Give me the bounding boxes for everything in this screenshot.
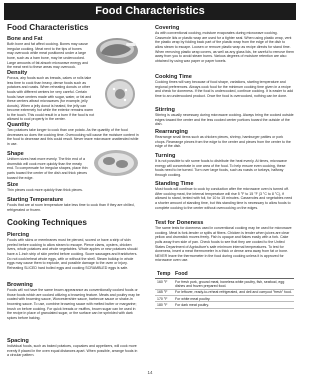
section-starting-temperature [7,195,140,212]
quantity-title: Quantity [7,122,30,128]
spacing-text: Individual foods, such as baked potatoes, cupcakes and appetizers, will cook more evenly if placed in the oven equal distances apart. When possible, arrange foods in a circular pattern. [7,344,138,358]
stirring-title: Stirring [155,107,175,113]
table-row [155,279,294,290]
cooking-time-title: Cooking Time [155,74,192,80]
quantity-text: Two potatoes take longer to cook than one potato. As the quantity of the food decreases so does the cooking time. Overcooking will cause the moisture content in the food to decrease and this could result. Never leave microwave unattended while in use. [7,128,139,147]
bone-fat-text: Both bone and fat affect cooking. Bones may cause irregular cooking. Meat next to the tips of bones may overcook while meat positioned under a large bone, such as a ham bone, may be undercooked. Large amounts of fat absorb microwave energy and the meat next to these areas may overcook. [7,42,89,70]
doneness-text: The same tests for doneness used in conventional cooking may be used for microwave cooking. Meat is fork-tender or splits at fibers. Chicken is tender when juices are clear yellow and drumstick moves freely. Fish is opaque and flakes easily with a fork. Cake pulls away from side of pan. Check foods to see that they are cooked to the United States Department of Agriculture's safe minimum internal temperatures. To test for doneness, insert a meat thermometer in a thick or dense area away from fat or bone. NEVER leave the thermometer in the food during cooking unless it is approved for microwave oven use. [155,226,292,263]
table-cell-temp: 170 °F [155,295,173,301]
table-cell-temp: 160 °F [155,279,173,290]
starting-temperature-title: Starting Temperature [7,197,64,203]
standing-time-text: Most foods will continue to cook by conduction after the microwave oven is turned off. After cooking meat, the internal temperature will rise 5 °F to 15 °F (3 °C to 8 °C), if allowed to stand, tented with foil, for 10 to 15 minutes. Casseroles and vegetables need a shorter amount of standing time, but this standing time is necessary to allow foods to complete cooking to the center without overcooking on the edges. [155,187,293,210]
standing-time-title: Standing Time [155,181,194,187]
turning-text: It is not possible to stir some foods to distribute the heat evenly. At times, microwave energy will concentrate in one area of the food. To help ensure even cooking, these foods need to be turned. Turn over large foods, such as roasts or turkeys, halfway through cooking. [155,159,288,178]
section-covering [155,23,294,63]
section-spacing [7,336,140,358]
table-header-temp: Temp [155,270,173,279]
starting-temperature-text: Foods that are at room temperature take less time to cook than if they are chilled, refrigerated or frozen. [7,203,135,212]
drumstick-illustration [93,33,140,67]
table-header-row [155,270,294,279]
bone-fat-title: Bone and Fat [7,36,43,42]
table-cell-temp: 165 °F [155,289,173,295]
table-cell-food: For fresh pork, ground meat, boneless white poultry, fish, seafood, egg dishes and frozen prepared food. [173,279,294,290]
table-row [155,302,294,308]
rearranging-title: Rearranging [155,129,188,135]
shape-text: Uniform sizes heat more evenly. The thin end of a drumstick will cook more quickly than the meaty end. To compensate for irregular shapes, place thin parts toward the center of the dish and thick pieces toward the edge. [7,157,88,180]
table-cell-food: For dark meat poultry. [173,302,294,308]
cooking-time-text: Cooking times will vary because of food shape, variations, starting temperature and regional preferences. Always cook food for the minimum cooking time given in a recipe and check for doneness. If the food is undercooked, continue cooking. It is easier to add time to an undercooked product. Once the food is overcooked, nothing can be done. [155,80,294,99]
density-title: Density [7,70,28,76]
section-heading-food-characteristics: Food Characteristics [7,23,89,32]
piercing-title: Piercing [7,232,30,238]
section-piercing [7,230,140,270]
table-cell-temp: 180 °F [155,302,173,308]
shape-title: Shape [7,151,24,157]
stirring-text: Stirring is usually necessary during microwave cooking. Always bring the cooked outside edges toward the center and the less cooked center portions toward the outside of the dish. [155,113,294,127]
section-heading-cooking-techniques: Cooking Techniques [7,218,87,227]
size-text: Thin pieces cook more quickly than thick pieces. [7,188,83,193]
table-cell-food: For leftover, ready-to-reheat refrigerated, and deli and carryout "fresh" food. [173,289,294,295]
section-quantity [7,120,140,147]
size-title: Size [7,182,19,188]
section-test-for-doneness [155,218,294,263]
spacing-title: Spacing [7,338,29,344]
browning-text: Foods will not have the same brown appearance as conventionally cooked foods or those foods which are cooked utilizing a browning feature. Meats and poultry may be coated with browning sauce, Worcestershire sauce, barbecue sauce or shake-in browning sauce. To use, combine browning sauce with melted butter or margarine; brush on before cooking. For quick breads or muffins, brown sugar can be used in the recipe in place of granulated sugar, or the surface can be sprinkled with dark spices before baking. [7,288,140,320]
section-size [7,180,140,193]
covering-title: Covering [155,25,180,31]
table-header-food: Food [173,270,294,279]
page-number: 14 [147,370,153,375]
donut-illustration [100,77,140,111]
section-rearranging [155,127,294,149]
rearranging-text: Rearrange small items such as chicken pieces, shrimp, hamburger patties or pork chops. Rearrange pieces from the edge to the center and pieces from the center to the edge of the dish. [155,135,291,149]
section-turning [155,151,294,178]
section-stirring [155,105,294,127]
plate-illustration [93,149,140,177]
table-cell-food: For white meat poultry. [173,295,294,301]
doneness-title: Test for Doneness [155,220,204,226]
page-banner: Food Characteristics [4,3,296,20]
browning-title: Browning [7,282,33,288]
piercing-text: Foods with skins or membranes must be pierced, scored or have a strip of skin peeled before cooking to allow steam to escape. Pierce clams, oysters, chicken livers, whole potatoes and whole vegetables. Whole apples or new potatoes should have a 1-inch strip of skin peeled before cooking. Score sausages and frankfurters. Do not cook/reheat whole eggs, with or without the shell. Steam buildup in whole eggs may cause them to explode, and possible damage to the oven or injury. Reheating SLICED hard boiled eggs and cooking SCRAMBLED eggs is safe. [7,238,138,270]
density-text: Porous, airy foods such as breads, cakes or rolls take less time to cook than heavy, dense foods such as potatoes and roasts. When reheating donuts or other foods with different centers be very careful. Certain foods have centers made with sugar, water, or fat and these centers attract microwaves (for example, jelly donuts). When a jelly donut is heated, the jelly can become extremely hot while the exterior remains warm to the touch. This could result in a burn if the food is not allowed to cool properly in the center. [7,76,95,122]
section-standing-time [155,179,294,210]
covering-text: As with conventional cooking, moisture evaporates during microwave cooking. Casserole lids or plastic wrap are used for a tighter seal. When using plastic wrap, vent the plastic wrap by folding back part of the plastic wrap from the edge of the dish to allow steam to escape. Loosen or remove plastic wrap as recipe directs for stand time. When removing plastic wrap covers, as well as any glass lids, be careful to remove them away from you to avoid steam burns. Various degrees of moisture retention are also obtained by using wax paper or paper towels. [155,31,294,63]
section-cooking-time [155,72,294,99]
section-browning [7,280,140,320]
turning-title: Turning [155,153,176,159]
temperature-table [155,270,294,309]
left-column [7,23,140,358]
